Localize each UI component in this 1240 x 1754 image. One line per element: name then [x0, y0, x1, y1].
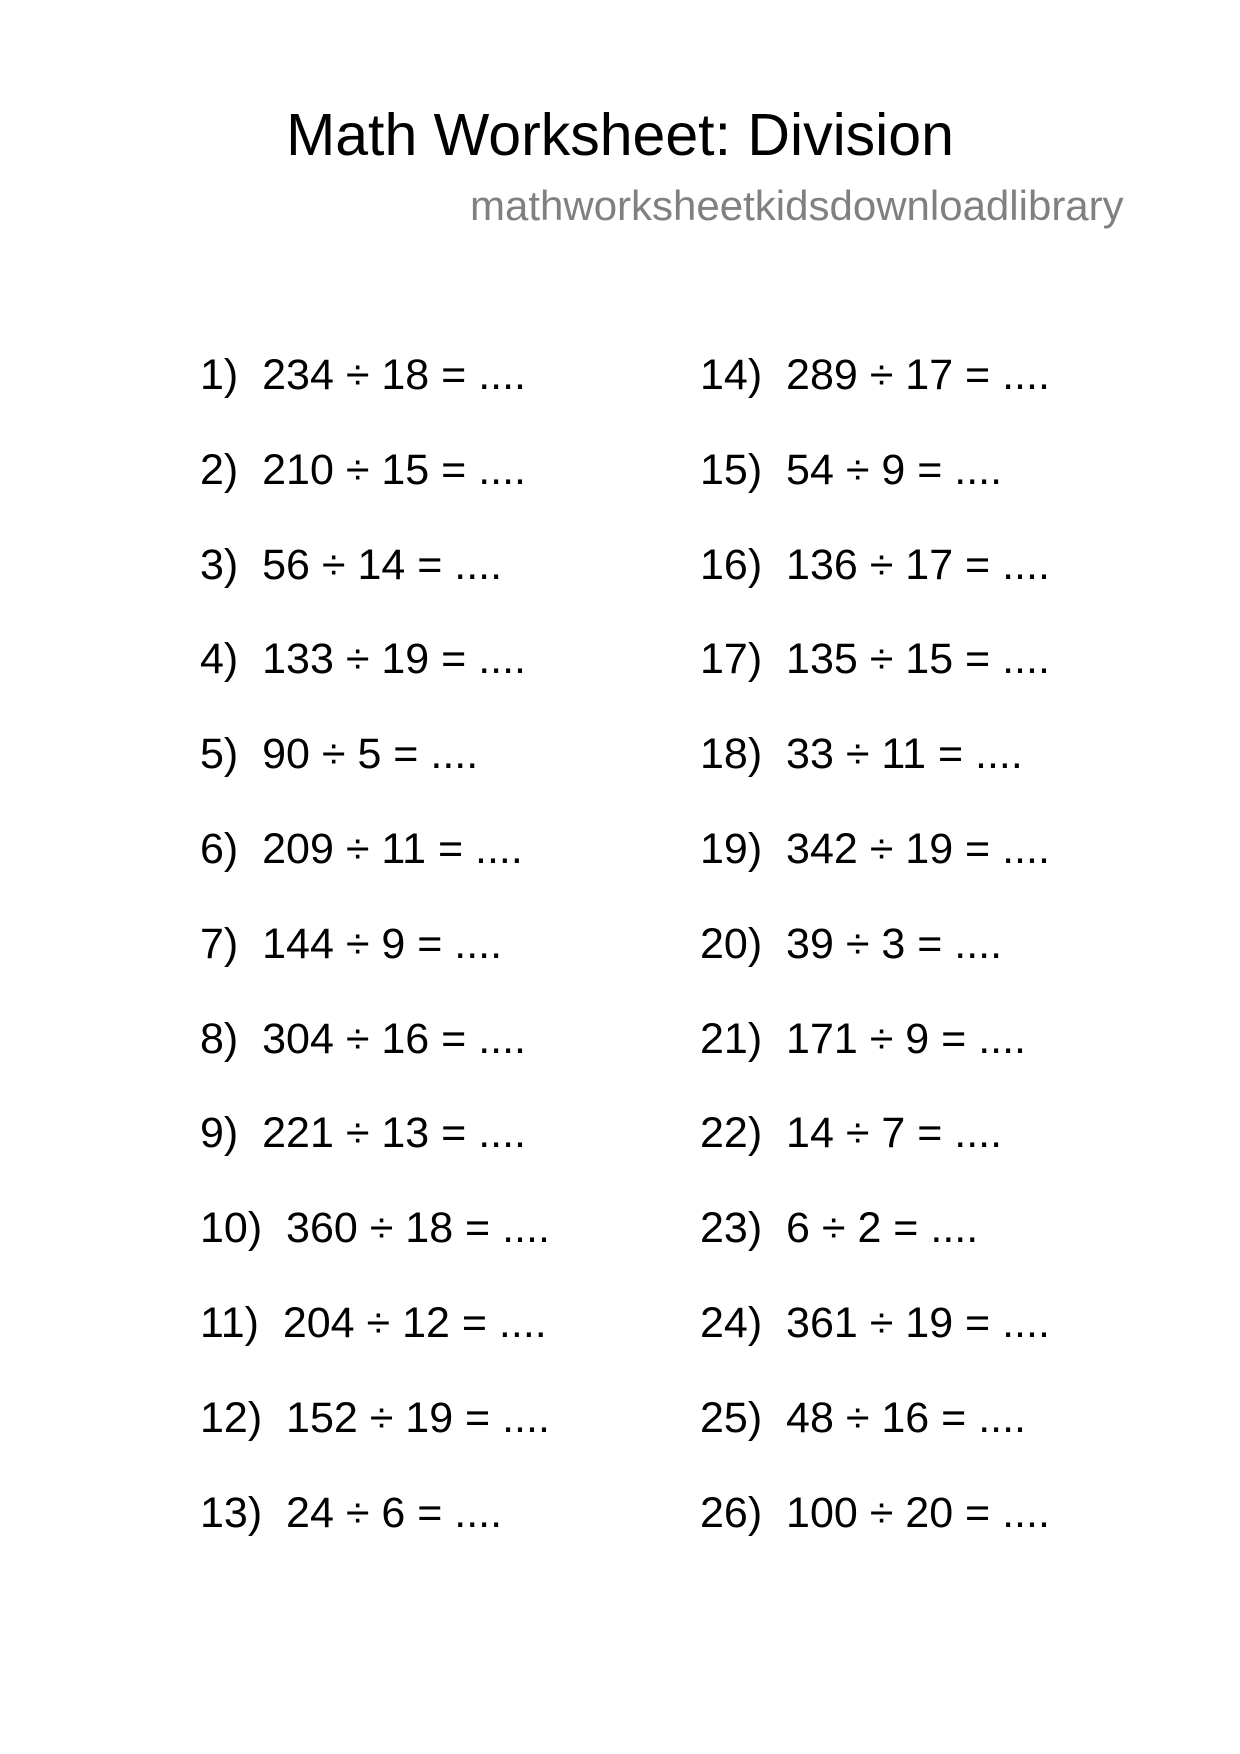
problem-25: 25) 48 ÷ 16 = ....: [700, 1393, 1026, 1442]
problem-23: 23) 6 ÷ 2 = ....: [700, 1204, 979, 1253]
page-title: Math Worksheet: Division: [286, 102, 954, 168]
problem-18: 18) 33 ÷ 11 = ....: [700, 730, 1023, 779]
problem-26: 26) 100 ÷ 20 = ....: [700, 1488, 1050, 1537]
problem-1: 1) 234 ÷ 18 = ....: [200, 351, 526, 399]
problem-3: 3) 56 ÷ 14 = ....: [200, 540, 503, 589]
problem-column-right: [700, 349, 1050, 1581]
problem-12: 12) 152 ÷ 19 = ....: [200, 1393, 550, 1442]
problem-10: 10) 360 ÷ 18 = ....: [200, 1204, 550, 1253]
problem-5: 5) 90 ÷ 5 = ....: [200, 730, 479, 779]
problem-13: 13) 24 ÷ 6 = ....: [200, 1488, 503, 1537]
problem-column-left: [200, 349, 550, 1581]
problem-4: 4) 133 ÷ 19 = ....: [200, 635, 526, 684]
problem-19: 19) 342 ÷ 19 = ....: [700, 824, 1050, 873]
problem-20: 20) 39 ÷ 3 = ....: [700, 919, 1003, 968]
problem-2: 2) 210 ÷ 15 = ....: [200, 445, 526, 494]
page-subtitle: mathworksheetkidsdownloadlibrary: [470, 182, 1124, 229]
problem-17: 17) 135 ÷ 15 = ....: [700, 635, 1050, 684]
problem-6: 6) 209 ÷ 11 = ....: [200, 824, 523, 873]
problem-21: 21) 171 ÷ 9 = ....: [700, 1014, 1026, 1063]
problem-8: 8) 304 ÷ 16 = ....: [200, 1014, 526, 1063]
problem-7: 7) 144 ÷ 9 = ....: [200, 919, 503, 968]
problem-14: 14) 289 ÷ 17 = ....: [700, 351, 1050, 399]
problem-22: 22) 14 ÷ 7 = ....: [700, 1109, 1003, 1158]
problem-9: 9) 221 ÷ 13 = ....: [200, 1109, 526, 1158]
problem-15: 15) 54 ÷ 9 = ....: [700, 445, 1003, 494]
problem-24: 24) 361 ÷ 19 = ....: [700, 1298, 1050, 1347]
problem-11: 11) 204 ÷ 12 = ....: [200, 1298, 547, 1347]
problem-16: 16) 136 ÷ 17 = ....: [700, 540, 1050, 589]
